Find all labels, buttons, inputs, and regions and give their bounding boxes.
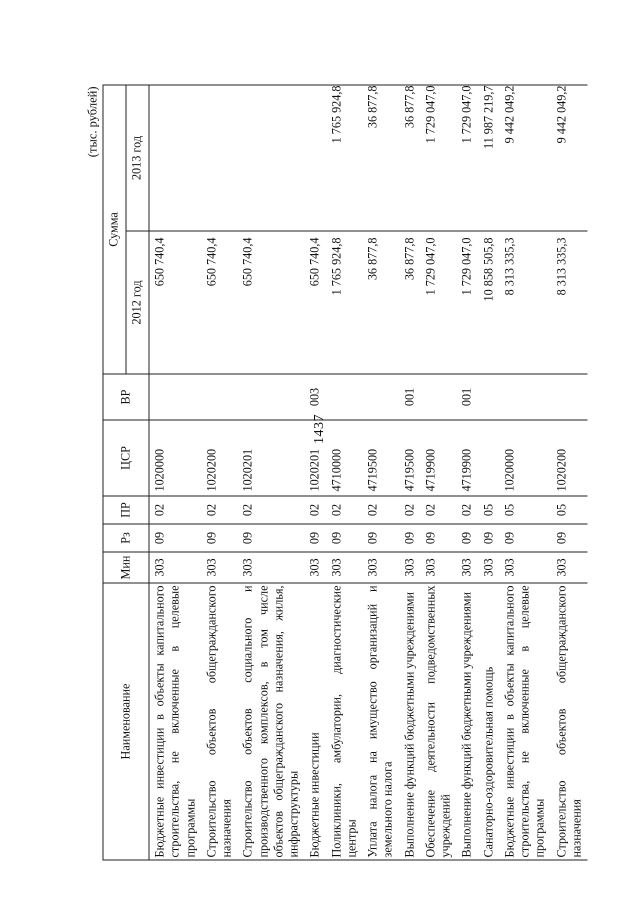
row-name: Бюджетные инвестиции в объекты капитального строительства, не включенные в целевые программы [499,583,551,860]
row-rz: 09 [149,524,201,552]
row-sum-2012: 650 740,4 [305,231,326,374]
table-row [399,84,420,859]
table-row [420,84,457,859]
row-vr [201,374,238,420]
header-csr: ЦСР [103,420,149,496]
row-sum-2013: 9 442 049,2 [499,84,551,230]
table-row [149,84,201,859]
row-min: 303 [399,552,420,583]
row-vr [478,374,499,420]
row-rz: 09 [457,524,478,552]
row-pr: 02 [420,496,457,524]
row-sum-2013 [305,84,326,230]
row-rz: 09 [551,524,588,552]
row-sum-2012: 36 877,8 [399,231,420,374]
table-row [478,84,499,859]
row-name: Бюджетные инвестиции [305,583,326,860]
header-year-2013: 2013 год [126,84,149,230]
row-rz: 09 [326,524,363,552]
row-sum-2013 [238,84,305,230]
row-sum-2012: 8 313 335,3 [551,231,588,374]
row-sum-2013: 36 877,8 [399,84,420,230]
row-rz: 09 [201,524,238,552]
row-vr [149,374,201,420]
row-rz: 09 [499,524,551,552]
row-rz: 09 [238,524,305,552]
row-min: 303 [201,552,238,583]
row-sum-2012: 1 729 047,0 [457,231,478,374]
row-csr [478,420,499,496]
row-sum-2012: 650 740,4 [238,231,305,374]
row-min: 303 [499,552,551,583]
row-csr: 1020201 [238,420,305,496]
row-sum-2013: 11 987 219,7 [478,84,499,230]
row-pr: 02 [149,496,201,524]
row-pr: 02 [457,496,478,524]
row-csr: 4719500 [399,420,420,496]
row-sum-2013: 1 729 047,0 [420,84,457,230]
row-name: Уплата налога на имущество организаций и земельного налога [363,583,400,860]
row-sum-2012: 8 313 335,3 [499,231,551,374]
row-pr: 05 [478,496,499,524]
row-name: Поликлиники, амбулатории, диагностические центры [326,583,363,860]
table-row [238,84,305,859]
row-vr: 001 [399,374,420,420]
table-row [363,84,400,859]
row-csr: 4719900 [420,420,457,496]
row-rz: 09 [305,524,326,552]
row-min: 303 [478,552,499,583]
row-csr: 1020201 [305,420,326,496]
row-name: Обеспечение деятельности подведомственных учреждений [420,583,457,860]
row-min: 303 [326,552,363,583]
row-vr [363,374,400,420]
row-csr: 1020200 [551,420,588,496]
header-name: Наименование [103,583,149,860]
row-min: 303 [363,552,400,583]
row-pr: 02 [305,496,326,524]
row-name: Выполнение функций бюджетными учреждениями [457,583,478,860]
row-pr: 02 [363,496,400,524]
row-sum-2012: 36 877,8 [363,231,400,374]
table-row [326,84,363,859]
row-sum-2013 [149,84,201,230]
table-row [551,84,588,859]
table-row [201,84,238,859]
row-min: 303 [551,552,588,583]
row-csr: 1020000 [149,420,201,496]
row-min: 303 [420,552,457,583]
header-sum: Сумма [103,84,126,373]
budget-table [103,84,588,860]
row-pr: 02 [201,496,238,524]
row-rz: 09 [478,524,499,552]
row-min: 303 [305,552,326,583]
table-row [305,84,326,859]
row-sum-2013: 1 765 924,8 [326,84,363,230]
row-pr: 02 [326,496,363,524]
row-name: Санаторно-оздоровительная помощь [478,583,499,860]
table-row [457,84,478,859]
row-vr [551,374,588,420]
header-pr: ПР [103,496,149,524]
row-csr: 1020200 [201,420,238,496]
row-csr: 4719500 [363,420,400,496]
row-vr [238,374,305,420]
row-sum-2012: 1 729 047,0 [420,231,457,374]
rotated-page-content [85,84,584,860]
row-pr: 02 [238,496,305,524]
row-csr: 4719900 [457,420,478,496]
header-vr: ВР [103,374,149,420]
row-vr: 001 [457,374,478,420]
row-min: 303 [238,552,305,583]
units-label: (тыс. рублей) [85,86,100,157]
row-sum-2013: 1 729 047,0 [457,84,478,230]
row-csr: 4710000 [326,420,363,496]
row-rz: 09 [399,524,420,552]
header-min: Мин [103,552,149,583]
row-vr [326,374,363,420]
row-pr: 02 [399,496,420,524]
row-min: 303 [457,552,478,583]
row-rz: 09 [420,524,457,552]
row-vr [499,374,551,420]
row-name: Строительство объектов общегражданского назначения [201,583,238,860]
row-rz: 09 [363,524,400,552]
row-pr: 05 [551,496,588,524]
table-row [499,84,551,859]
row-vr: 003 [305,374,326,420]
row-sum-2013 [201,84,238,230]
page-number: 1437 [312,414,327,444]
row-sum-2012: 650 740,4 [149,231,201,374]
row-name: Бюджетные инвестиции в объекты капитального строительства, не включенные в целевые программы [149,583,201,860]
row-name: Строительство объектов социального и производственного комплексов, в том числе объектов общегражданского назначения, жилья, инфраструктуры [238,583,305,860]
row-name: Выполнение функций бюджетными учреждениями [399,583,420,860]
row-sum-2012: 650 740,4 [201,231,238,374]
row-sum-2012: 1 765 924,8 [326,231,363,374]
row-pr: 05 [499,496,551,524]
row-sum-2013: 9 442 049,2 [551,84,588,230]
row-name: Строительство объектов общегражданского назначения [551,583,588,860]
row-vr [420,374,457,420]
row-sum-2013: 36 877,8 [363,84,400,230]
row-csr: 1020000 [499,420,551,496]
row-sum-2012: 10 858 505,8 [478,231,499,374]
header-year-2012: 2012 год [126,231,149,374]
row-min: 303 [149,552,201,583]
header-rz: Рз [103,524,149,552]
